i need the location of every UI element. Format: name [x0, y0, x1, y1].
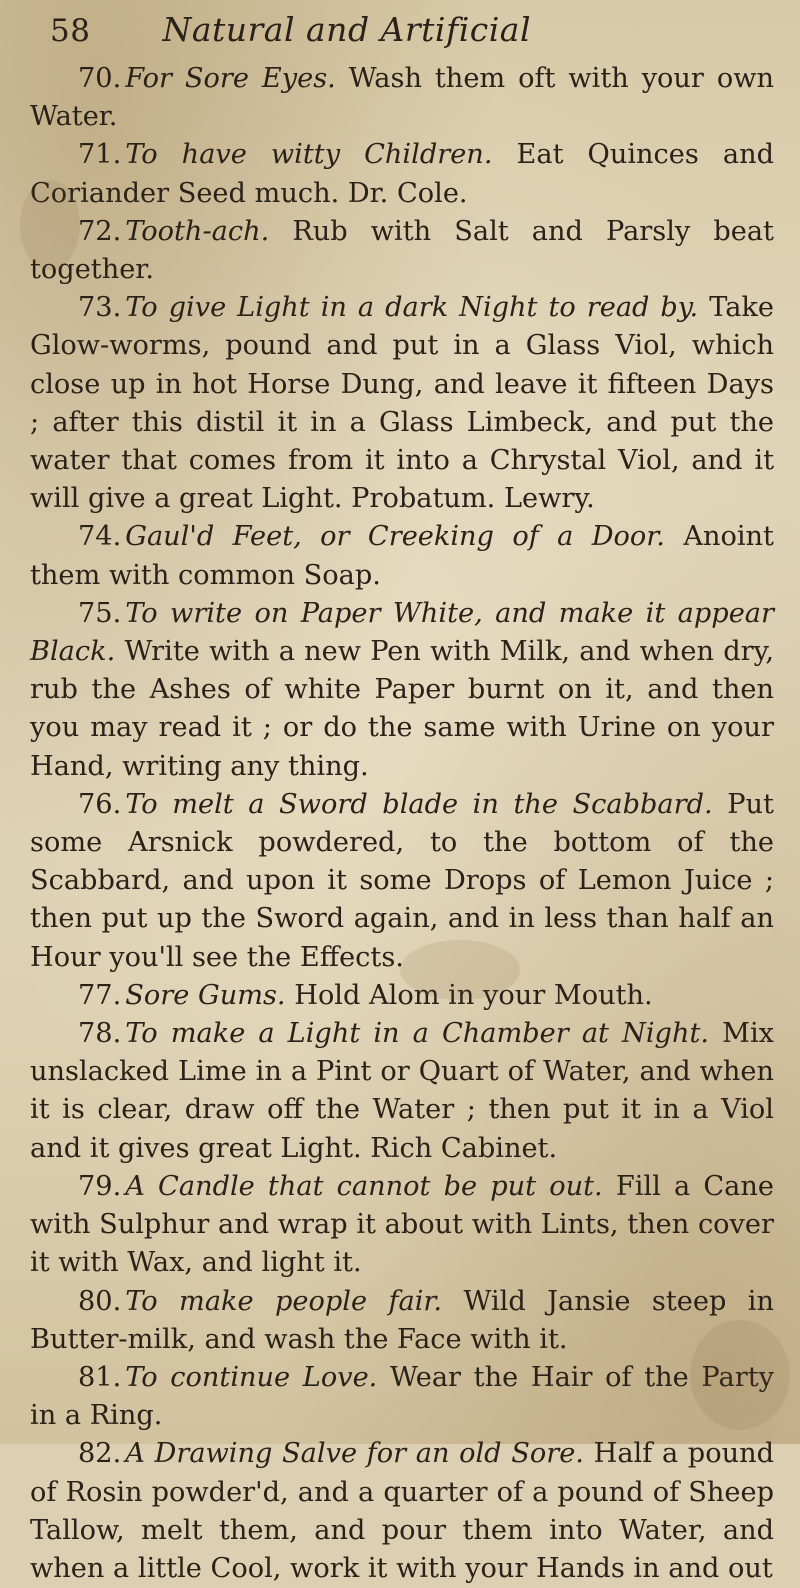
recipe-number: 78. [78, 1018, 122, 1050]
recipe-number: 76. [78, 788, 122, 820]
recipe-entry [30, 977, 774, 1015]
recipe-title: A Drawing Salve for an old Sore. [125, 1438, 584, 1470]
recipe-entry [30, 213, 774, 289]
recipe-title: To have witty Children. [125, 139, 493, 171]
recipe-text: Wash them oft with your own Water. [30, 63, 774, 133]
recipe-list [30, 60, 774, 1588]
running-title: Natural and Artificial [162, 10, 532, 49]
recipe-number: 70. [78, 63, 122, 94]
recipe-entry [30, 1283, 774, 1359]
recipe-text: Anoint them with common Soap. [30, 521, 774, 591]
recipe-entry [30, 595, 774, 786]
recipe-entry [30, 518, 774, 594]
recipe-text: Put some Arsnick powdered, to the bottom of the Scabbard, and upon it some Drops of Lemon Juice ; then put up the Sword again, and in less than half an Hour you'll see the Effects. [30, 788, 774, 973]
recipe-title: To write on Paper White, and make it appear Black. [30, 597, 774, 668]
recipe-entry [30, 289, 774, 518]
recipe-number: 73. [78, 292, 122, 324]
recipe-entry [30, 1435, 774, 1588]
recipe-title: Sore Gums. [125, 979, 286, 1011]
recipe-title: Gaul'd Feet, or Creeking of a Door. [125, 521, 665, 553]
recipe-number: 82. [78, 1438, 122, 1470]
recipe-text: Write with a new Pen with Milk, and when dry, rub the Ashes of white Paper burnt on it, and then you may read it ; or do the same with Urine on your Hand, writing any thing. [30, 636, 774, 782]
recipe-text: Fill a Cane with Sulphur and wrap it about with Lints, then cover it with Wax, and light it. [30, 1170, 774, 1279]
recipe-title: A Candle that cannot be put out. [125, 1170, 603, 1202]
recipe-number: 72. [78, 215, 122, 247]
recipe-title: Tooth-ach. [125, 215, 270, 247]
recipe-title: For Sore Eyes. [125, 63, 336, 94]
recipe-text: Hold Alom in your Mouth. [294, 979, 653, 1011]
page-header [30, 10, 774, 60]
recipe-text: Eat Quinces and Coriander Seed much. Dr. Cole. [30, 139, 774, 209]
recipe-title: To make people fair. [125, 1285, 443, 1317]
recipe-number: 75. [78, 597, 122, 629]
recipe-title: To give Light in a dark Night to read by. [125, 292, 699, 324]
recipe-entry [30, 1168, 774, 1283]
recipe-number: 71. [78, 139, 122, 171]
recipe-number: 80. [78, 1285, 122, 1317]
page-number: 58 [50, 13, 91, 49]
recipe-text: Take Glow-worms, pound and put in a Glass Viol, which close up in hot Horse Dung, and leave it fifteen Days ; after this distil it in a Glass Limbeck, and put the water that comes from it into a Chrystal Viol, and it will give a great Light. Probatum. Lewry. [30, 292, 774, 515]
recipe-text: Rub with Salt and Parsly beat together. [30, 215, 774, 286]
recipe-number: 77. [78, 979, 122, 1011]
recipe-number: 81. [78, 1361, 122, 1393]
recipe-number: 79. [78, 1170, 122, 1202]
recipe-entry [30, 136, 774, 212]
recipe-text: Wild Jansie steep in Butter-milk, and wash the Face with it. [30, 1285, 774, 1355]
recipe-entry [30, 786, 774, 977]
recipe-text: Half a pound of Rosin powder'd, and a quarter of a pound of Sheep Tallow, melt them, and pour them into Water, and when a little Cool, work it with your Hands in and out [30, 1438, 774, 1584]
recipe-entry [30, 60, 774, 136]
recipe-text: Wear the Hair of the Party in a Ring. [30, 1361, 774, 1432]
recipe-number: 74. [78, 521, 122, 553]
recipe-entry [30, 1359, 774, 1435]
recipe-title: To continue Love. [125, 1361, 378, 1393]
recipe-title: To melt a Sword blade in the Scabbard. [125, 788, 713, 820]
recipe-entry [30, 1015, 774, 1168]
recipe-title: To make a Light in a Chamber at Night. [125, 1018, 710, 1050]
recipe-text: Mix unslacked Lime in a Pint or Quart of Water, and when it is clear, draw off the Water ; then put it in a Viol and it gives great Light. Rich Cabinet. [30, 1018, 774, 1164]
